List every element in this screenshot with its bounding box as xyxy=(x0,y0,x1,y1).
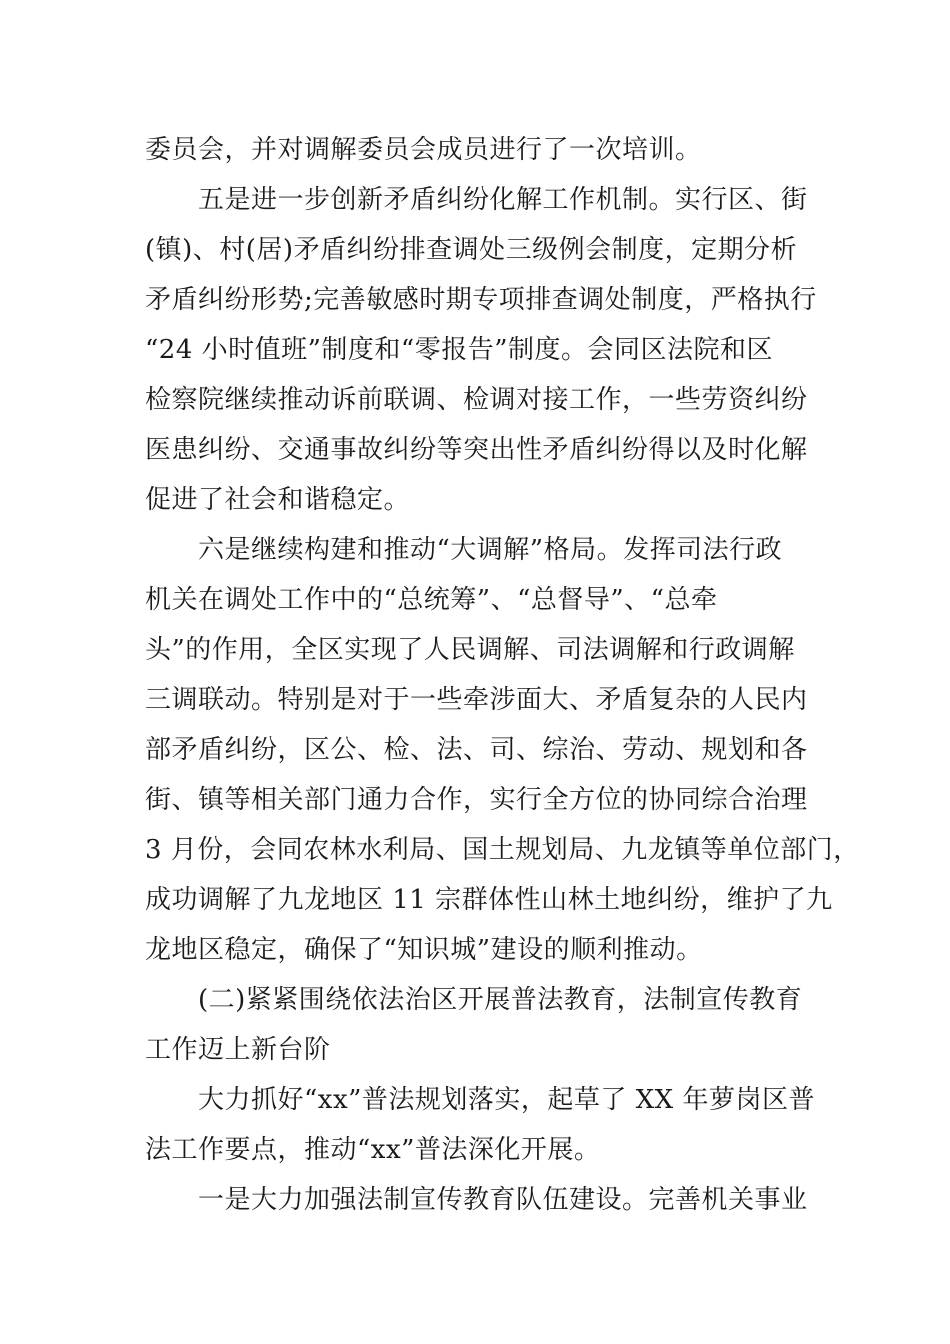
text-line: 委员会，并对调解委员会成员进行了一次培训。 xyxy=(145,135,702,165)
text-line: 检察院继续推动诉前联调、检调对接工作，一些劳资纠纷 xyxy=(145,385,808,415)
text-line: 街、镇等相关部门通力合作，实行全方位的协同综合治理 xyxy=(145,785,808,815)
text-line: 成功调解了九龙地区 11 宗群体性山林土地纠纷，维护了九 xyxy=(145,885,833,915)
text-line: (镇)、村(居)矛盾纠纷排查调处三级例会制度，定期分析 xyxy=(145,235,798,265)
text-line: 龙地区稳定，确保了“知识城”建设的顺利推动。 xyxy=(145,935,703,965)
text-line: 五是进一步创新矛盾纠纷化解工作机制。实行区、街 xyxy=(198,185,808,215)
text-line: 法工作要点，推动“xx”普法深化开展。 xyxy=(145,1135,601,1165)
section-heading: 工作迈上新台阶 xyxy=(145,1035,331,1065)
text-line: 三调联动。特别是对于一些牵涉面大、矛盾复杂的人民内 xyxy=(145,685,808,715)
text-line: 一是大力加强法制宣传教育队伍建设。完善机关事业 xyxy=(198,1185,808,1215)
text-line: 头”的作用，全区实现了人民调解、司法调解和行政调解 xyxy=(145,635,795,665)
text-line: 机关在调处工作中的“总统筹”、“总督导”、“总牵 xyxy=(145,585,718,615)
text-line: 矛盾纠纷形势;完善敏感时期专项排查调处制度，严格执行 xyxy=(145,285,817,315)
text-line: 医患纠纷、交通事故纠纷等突出性矛盾纠纷得以及时化解 xyxy=(145,435,808,465)
text-line: “24 小时值班”制度和“零报告”制度。会同区法院和区 xyxy=(145,335,774,365)
text-line: 六是继续构建和推动“大调解”格局。发挥司法行政 xyxy=(198,535,783,565)
text-line: 大力抓好“xx”普法规划落实，起草了 XX 年萝岗区普 xyxy=(198,1085,815,1115)
text-line: 促进了社会和谐稳定。 xyxy=(145,485,411,515)
text-line: 部矛盾纠纷，区公、检、法、司、综治、劳动、规划和各 xyxy=(145,735,808,765)
section-heading: (二)紧紧围绕依法治区开展普法教育，法制宣传教育 xyxy=(198,985,803,1015)
text-line: 3 月份，会同农林水利局、国土规划局、九龙镇等单位部门， xyxy=(145,835,860,865)
